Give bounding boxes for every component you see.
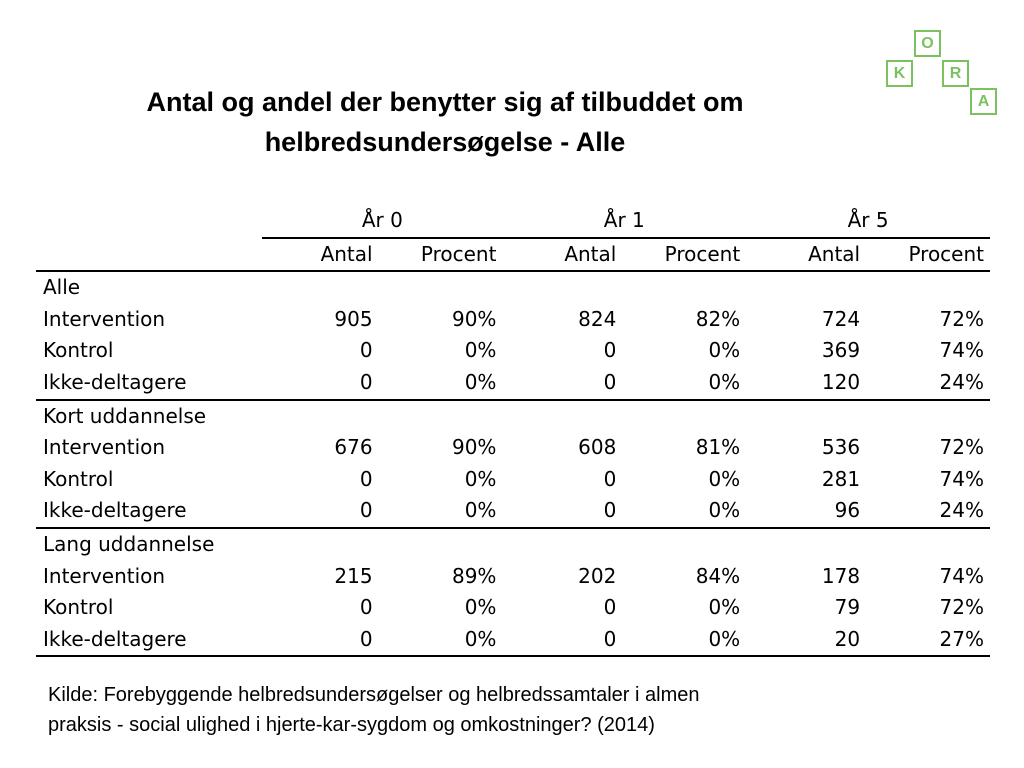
slide-title-line-1: Antal og andel der benytter sig af tilbuddet om — [146, 87, 744, 117]
source-citation — [48, 680, 948, 740]
year-header-5: År 5 — [746, 205, 990, 238]
slide-title-line-2: helbredsundersøgelse - Alle — [264, 127, 626, 157]
table-cell: 178 — [821, 563, 861, 588]
slide-title — [60, 82, 830, 162]
table-cell: 81% — [695, 435, 741, 460]
table-cell: 724 — [821, 306, 861, 331]
table-cell: 369 — [821, 338, 861, 363]
logo-letter-o: O — [914, 30, 941, 57]
table-cell: 202 — [578, 563, 617, 588]
kora-logo — [884, 30, 997, 115]
table-cell: 0% — [708, 338, 741, 363]
table-cell: 536 — [821, 435, 861, 460]
statistics-table — [36, 205, 990, 657]
table-cell: 0 — [359, 595, 373, 620]
table-cell: 0 — [603, 338, 617, 363]
table-cell: 89% — [451, 563, 497, 588]
table-cell: 72% — [939, 435, 984, 460]
table-row — [36, 464, 990, 496]
table-row — [36, 624, 990, 657]
table-cell: 0% — [464, 466, 497, 491]
table-cell: 0% — [708, 595, 741, 620]
year-header-1: År 1 — [502, 205, 746, 238]
table-cell: 0 — [262, 367, 378, 400]
table-cell: 0 — [502, 624, 622, 657]
table-cell: 905 — [334, 306, 373, 331]
row-label: Ikke-deltagere — [36, 624, 262, 657]
table-cell: 215 — [334, 563, 373, 588]
table-cell: 79 — [834, 595, 861, 620]
source-line-1: Kilde: Forebyggende helbredsundersøgelser og helbredssamtaler i almen — [48, 684, 700, 706]
source-line-2: praksis - social ulighed i hjerte-kar-sygdom og omkostninger? (2014) — [48, 714, 655, 736]
table-cell: 0 — [502, 495, 622, 528]
table-cell: 0% — [464, 338, 497, 363]
group-header-row — [36, 271, 990, 304]
column-header: Procent — [866, 238, 990, 272]
table-row — [36, 304, 990, 336]
table-cell: 281 — [821, 466, 861, 491]
table-cell: 84% — [695, 563, 741, 588]
logo-letter-a: A — [970, 88, 997, 115]
table-cell: 74% — [939, 466, 984, 491]
year-header-0: År 0 — [262, 205, 502, 238]
table-cell: 0 — [262, 495, 378, 528]
row-label: Ikke-deltagere — [36, 495, 262, 528]
group-label: Kort uddannelse — [43, 403, 207, 428]
table-cell: 90% — [451, 435, 497, 460]
row-label: Intervention — [43, 563, 166, 588]
table-cell: 82% — [695, 306, 741, 331]
group-label: Lang uddannelse — [43, 531, 215, 556]
table-row — [36, 561, 990, 593]
table-cell: 74% — [939, 563, 984, 588]
table-cell: 27% — [866, 624, 990, 657]
table-cell: 0% — [379, 495, 503, 528]
table-cell: 0% — [622, 367, 746, 400]
table-cell: 0% — [708, 466, 741, 491]
table-cell: 824 — [578, 306, 617, 331]
table-cell: 72% — [939, 306, 984, 331]
row-label: Intervention — [43, 306, 166, 331]
table-cell: 0 — [262, 624, 378, 657]
row-label: Kontrol — [43, 466, 114, 491]
column-header: Procent — [379, 238, 503, 272]
table-cell: 24% — [866, 495, 990, 528]
table-row — [36, 592, 990, 624]
table-cell: 96 — [746, 495, 866, 528]
table-cell: 120 — [746, 367, 866, 400]
table-cell: 0% — [622, 495, 746, 528]
column-header: Antal — [746, 238, 866, 272]
group-header-row — [36, 528, 990, 561]
row-label: Kontrol — [43, 338, 114, 363]
table-cell: 0% — [379, 624, 503, 657]
table-row — [36, 432, 990, 464]
column-header: Antal — [502, 238, 622, 272]
table-cell: 0 — [359, 466, 373, 491]
table-cell: 0% — [464, 595, 497, 620]
column-header: Procent — [622, 238, 746, 272]
table-cell: 90% — [451, 306, 497, 331]
table-row — [36, 495, 990, 528]
row-label: Kontrol — [43, 595, 114, 620]
table-cell: 74% — [939, 338, 984, 363]
subheader-row — [36, 238, 990, 272]
table-cell: 0 — [502, 367, 622, 400]
table-cell: 24% — [866, 367, 990, 400]
group-header-row — [36, 400, 990, 433]
table-cell: 676 — [334, 435, 373, 460]
table-cell: 20 — [746, 624, 866, 657]
table-body — [36, 271, 990, 656]
table-row — [36, 367, 990, 400]
table-cell: 0 — [603, 466, 617, 491]
table-cell: 608 — [578, 435, 617, 460]
logo-letter-r: R — [942, 60, 969, 87]
year-header-row — [36, 205, 990, 238]
table-cell: 0% — [379, 367, 503, 400]
table-cell: 0 — [603, 595, 617, 620]
table-cell: 72% — [939, 595, 984, 620]
table-row — [36, 335, 990, 367]
row-label: Ikke-deltagere — [36, 367, 262, 400]
row-label: Intervention — [43, 435, 166, 460]
table-cell: 0 — [359, 338, 373, 363]
logo-letter-k: K — [886, 60, 913, 87]
column-header: Antal — [262, 238, 378, 272]
group-label: Alle — [43, 275, 81, 300]
table-cell: 0% — [622, 624, 746, 657]
